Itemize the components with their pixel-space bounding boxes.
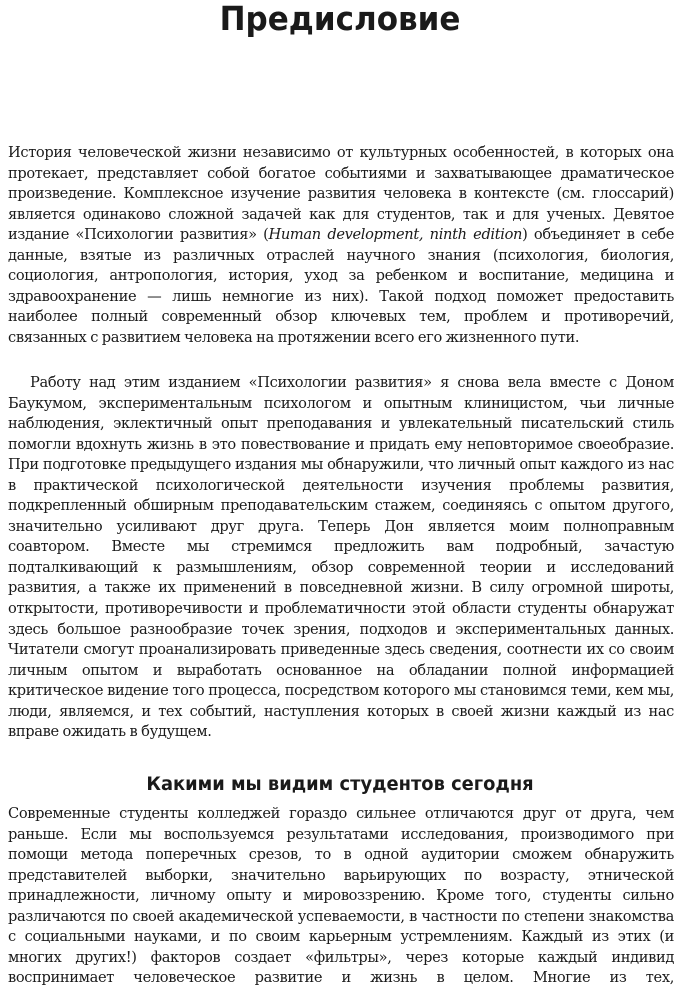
paragraph-coauthor: Работу над этим изданием «Психологии развития» я снова вела вместе с Доном Баукумом, экспериментальным психологом и опытным клиницистом, чьи личные наблюдения, эклектичный опыт преподавания и увлекательный писательский стиль помогли вдохнуть жизнь в это повествование и придать ему неповторимое своеобразие. При подготовке предыдущего издания мы обнаружили, что личный опыт каждого из нас в практической психологической деятельности изучения проблемы развития, подкрепленный обширным преподавательским стажем, соединяясь с опытом другого, значительно усиливают друг друга. Теперь Дон является моим полноправным соавтором. Вместе мы стремимся предложить вам подробный, зачастую подталкивающий к размышлениям, обзор современной теории и исследований развития, а также их применений в повседневной жизни. В силу огромной широты, открытости, противоречивости и проблематичности этой области студенты обнаружат здесь большое разнообразие точек зрения, подходов и экспериментальных данных. Читатели смогут проанализировать приведенные здесь сведения, соотнести их со своим личным опытом и выработать основанное на обладании полной информацией критическое видение того процесса, посредством которого мы становимся теми, кем мы, люди, являемся, и тех событий, наступления которых в своей жизни каждый из нас вправе ожидать в будущем. [8, 374, 674, 741]
book-title-italic: Human development, ninth edition [268, 226, 523, 244]
paragraph-intro-text: История человеческой жизни независимо от культурных особенностей, в которых она протекает, представляет собой богатое событиями и захватывающее драматическое произведение. Комплексное изучение развития человека в контексте (см. глоссарий) является одинаково сложной задачей как для студентов, так и для ученых. Девятое издание «Психологии развития» ( [8, 144, 674, 244]
section-heading: Какими мы видим студентов сегодня [146, 773, 534, 795]
paragraph-intro-tail: ) объединяет в себе данные, взятые из различных отраслей научного знания (психология, биология, социология, антропология, история, уход за ребенком и воспитание, медицина и здравоохранение — лишь немногие из них). Такой подход поможет предоставить наиболее полный современный обзор ключевых тем, проблем и противоречий, связанных с развитием человека на протяжении всего его жизненного пути. [8, 226, 674, 346]
paragraph-intro [8, 143, 674, 348]
paragraph-students: Современные студенты колледжей гораздо сильнее отличаются друг от друга, чем раньше. Если мы воспользуемся результатами исследования, производимого при помощи метода поперечных срезов, то в одной аудитории сможем обнаружить представителей выборки, значительно варьирующих по возрасту, этнической принадлежности, личному опыту и мировоззрению. Кроме того, студенты сильно различаются по своей академической успеваемости, в частности по степени знакомства с социальными науками, и по своим карьерным устремлениям. Каждый из этих (и многих других!) факторов создает «фильтры», через которые каждый индивид воспринимает человеческое развитие и жизнь в целом. Многие из тех, [8, 805, 674, 987]
title-block [0, 0, 680, 38]
page-title: Предисловие [219, 0, 461, 38]
